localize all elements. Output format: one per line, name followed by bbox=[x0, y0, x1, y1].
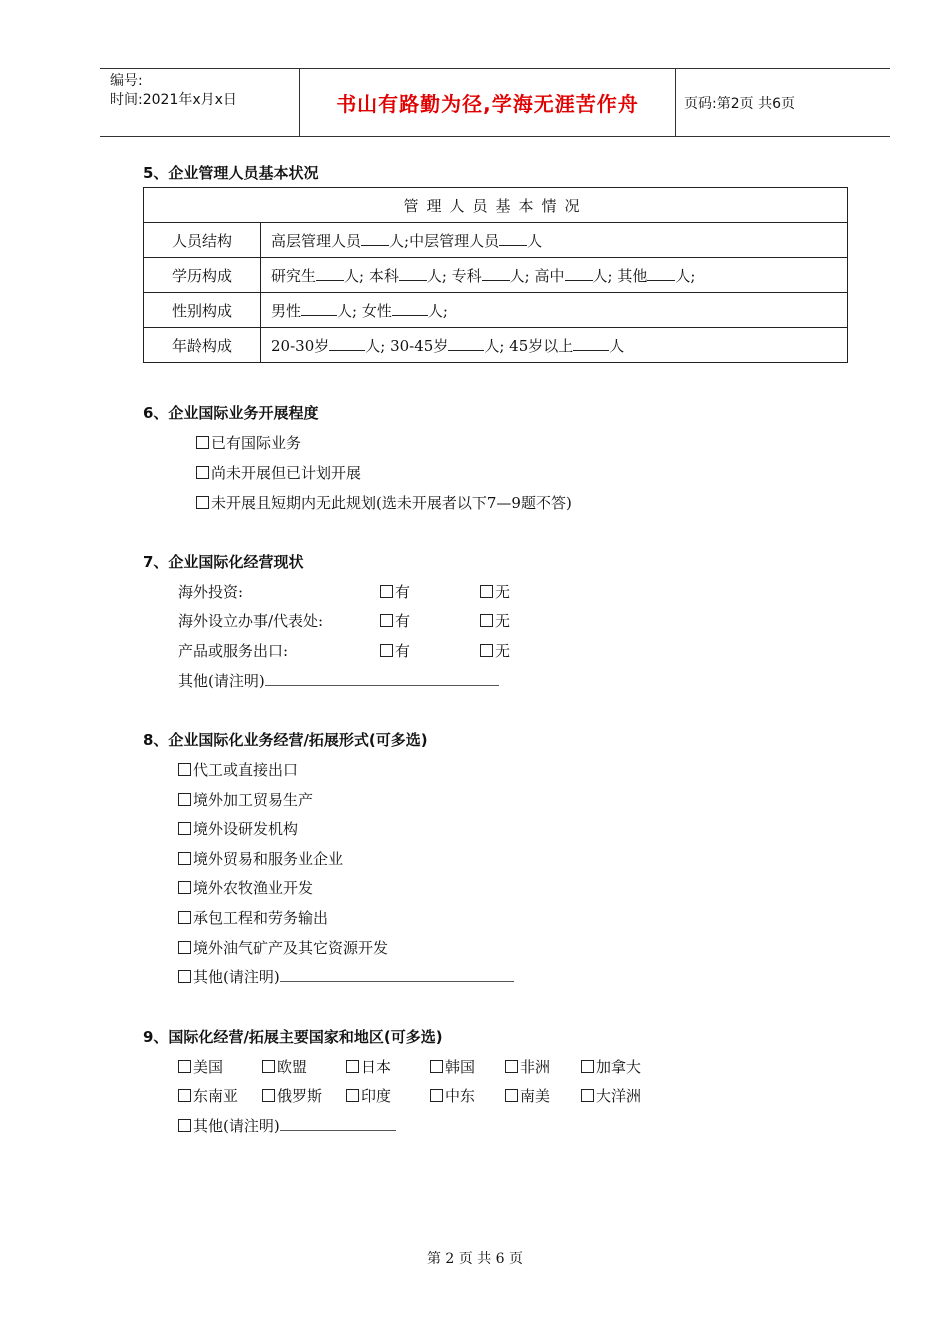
header-page-info: 页码:第2页 共6页 bbox=[684, 95, 795, 112]
checkbox[interactable] bbox=[178, 1060, 191, 1073]
region-option[interactable]: 中东 bbox=[430, 1085, 475, 1106]
form-option[interactable]: 境外贸易和服务业企业 bbox=[178, 848, 343, 869]
table-row bbox=[144, 328, 848, 363]
row-content: 高层管理人员 人;中层管理人员 人 bbox=[261, 223, 848, 258]
blank-field[interactable] bbox=[565, 266, 593, 281]
section-6-title: 6、企业国际业务开展程度 bbox=[143, 404, 319, 422]
row-content: 男性 人; 女性 人; bbox=[261, 293, 848, 328]
status-label: 海外设立办事/代表处: bbox=[178, 612, 324, 630]
blank-field[interactable] bbox=[482, 266, 510, 281]
table-row bbox=[144, 258, 848, 293]
blank-field[interactable] bbox=[448, 336, 484, 351]
region-option[interactable]: 欧盟 bbox=[262, 1056, 307, 1077]
checkbox[interactable] bbox=[480, 614, 493, 627]
region-option[interactable]: 日本 bbox=[346, 1056, 391, 1077]
checkbox[interactable] bbox=[196, 466, 209, 479]
row-label: 年龄构成 bbox=[144, 328, 261, 363]
section-5-title: 5、企业管理人员基本状况 bbox=[143, 164, 319, 182]
checkbox[interactable] bbox=[178, 852, 191, 865]
checkbox[interactable] bbox=[178, 911, 191, 924]
blank-field[interactable] bbox=[329, 336, 365, 351]
table-row bbox=[144, 223, 848, 258]
region-option[interactable]: 韩国 bbox=[430, 1056, 475, 1077]
other-input-line[interactable] bbox=[265, 670, 499, 686]
option-no-plan[interactable]: 未开展且短期内无此规划(选未开展者以下7—9题不答) bbox=[196, 492, 572, 513]
form-option[interactable]: 代工或直接出口 bbox=[178, 759, 298, 780]
checkbox[interactable] bbox=[196, 496, 209, 509]
header-meta bbox=[100, 69, 300, 136]
blank-field[interactable] bbox=[301, 301, 337, 316]
yes-option[interactable]: 有 bbox=[380, 610, 410, 631]
region-option[interactable]: 美国 bbox=[178, 1056, 223, 1077]
row-content: 研究生 人; 本科 人; 专科 人; 高中 人; 其他 人; bbox=[261, 258, 848, 293]
checkbox[interactable] bbox=[380, 585, 393, 598]
checkbox[interactable] bbox=[178, 1089, 191, 1102]
blank-field[interactable] bbox=[399, 266, 427, 281]
region-option[interactable]: 非洲 bbox=[505, 1056, 550, 1077]
no-option[interactable]: 无 bbox=[480, 610, 510, 631]
blank-field[interactable] bbox=[647, 266, 675, 281]
region-option-other[interactable]: 其他(请注明) bbox=[178, 1115, 396, 1136]
yes-option[interactable]: 有 bbox=[380, 640, 410, 661]
checkbox[interactable] bbox=[178, 970, 191, 983]
page-header bbox=[100, 68, 890, 137]
row-label: 人员结构 bbox=[144, 223, 261, 258]
checkbox[interactable] bbox=[581, 1089, 594, 1102]
other-field: 其他(请注明) bbox=[178, 670, 499, 691]
region-option[interactable]: 印度 bbox=[346, 1085, 391, 1106]
checkbox[interactable] bbox=[196, 436, 209, 449]
checkbox[interactable] bbox=[380, 614, 393, 627]
region-option[interactable]: 东南亚 bbox=[178, 1085, 238, 1106]
checkbox[interactable] bbox=[480, 644, 493, 657]
checkbox[interactable] bbox=[505, 1060, 518, 1073]
no-option[interactable]: 无 bbox=[480, 581, 510, 602]
row-label: 性别构成 bbox=[144, 293, 261, 328]
checkbox[interactable] bbox=[346, 1060, 359, 1073]
checkbox[interactable] bbox=[262, 1089, 275, 1102]
section-7-title: 7、企业国际化经营现状 bbox=[143, 553, 304, 571]
option-planned[interactable]: 尚未开展但已计划开展 bbox=[196, 462, 361, 483]
page-footer: 第 2 页 共 6 页 bbox=[426, 1251, 524, 1267]
blank-field[interactable] bbox=[499, 231, 527, 246]
blank-field[interactable] bbox=[316, 266, 344, 281]
section-8-title: 8、企业国际化业务经营/拓展形式(可多选) bbox=[143, 731, 428, 749]
table-header: 管理人员基本情况 bbox=[144, 188, 848, 223]
checkbox[interactable] bbox=[262, 1060, 275, 1073]
time-label: 时间:2021年x月x日 bbox=[110, 92, 237, 108]
other-input-line[interactable] bbox=[280, 966, 514, 982]
management-table bbox=[143, 187, 848, 363]
checkbox[interactable] bbox=[581, 1060, 594, 1073]
checkbox[interactable] bbox=[430, 1060, 443, 1073]
region-option[interactable]: 加拿大 bbox=[581, 1056, 641, 1077]
status-label: 产品或服务出口: bbox=[178, 642, 289, 660]
blank-field[interactable] bbox=[392, 301, 428, 316]
form-option[interactable]: 境外加工贸易生产 bbox=[178, 789, 313, 810]
form-option[interactable]: 承包工程和劳务输出 bbox=[178, 907, 328, 928]
checkbox[interactable] bbox=[178, 941, 191, 954]
yes-option[interactable]: 有 bbox=[380, 581, 410, 602]
checkbox[interactable] bbox=[380, 644, 393, 657]
region-option[interactable]: 大洋洲 bbox=[581, 1085, 641, 1106]
checkbox[interactable] bbox=[178, 822, 191, 835]
checkbox[interactable] bbox=[178, 763, 191, 776]
row-label: 学历构成 bbox=[144, 258, 261, 293]
checkbox[interactable] bbox=[178, 1119, 191, 1132]
checkbox[interactable] bbox=[430, 1089, 443, 1102]
form-option[interactable]: 境外设研发机构 bbox=[178, 818, 298, 839]
checkbox[interactable] bbox=[505, 1089, 518, 1102]
section-9-title: 9、国际化经营/拓展主要国家和地区(可多选) bbox=[143, 1028, 443, 1046]
status-label: 海外投资: bbox=[178, 583, 244, 601]
option-has-intl-business[interactable]: 已有国际业务 bbox=[196, 432, 301, 453]
checkbox[interactable] bbox=[480, 585, 493, 598]
blank-field[interactable] bbox=[361, 231, 389, 246]
form-option-other[interactable]: 其他(请注明) bbox=[178, 966, 514, 987]
checkbox[interactable] bbox=[178, 793, 191, 806]
row-content: 20-30岁 人; 30-45岁 人; 45岁以上 人 bbox=[261, 328, 848, 363]
form-option[interactable]: 境外油气矿产及其它资源开发 bbox=[178, 937, 388, 958]
code-label: 编号: bbox=[110, 73, 143, 89]
blank-field[interactable] bbox=[573, 336, 609, 351]
table-row bbox=[144, 293, 848, 328]
other-input-line[interactable] bbox=[280, 1115, 396, 1131]
no-option[interactable]: 无 bbox=[480, 640, 510, 661]
region-option[interactable]: 南美 bbox=[505, 1085, 550, 1106]
checkbox[interactable] bbox=[178, 881, 191, 894]
form-option[interactable]: 境外农牧渔业开发 bbox=[178, 877, 313, 898]
header-motto: 书山有路勤为径,学海无涯苦作舟 bbox=[300, 69, 676, 136]
checkbox[interactable] bbox=[346, 1089, 359, 1102]
region-option[interactable]: 俄罗斯 bbox=[262, 1085, 322, 1106]
